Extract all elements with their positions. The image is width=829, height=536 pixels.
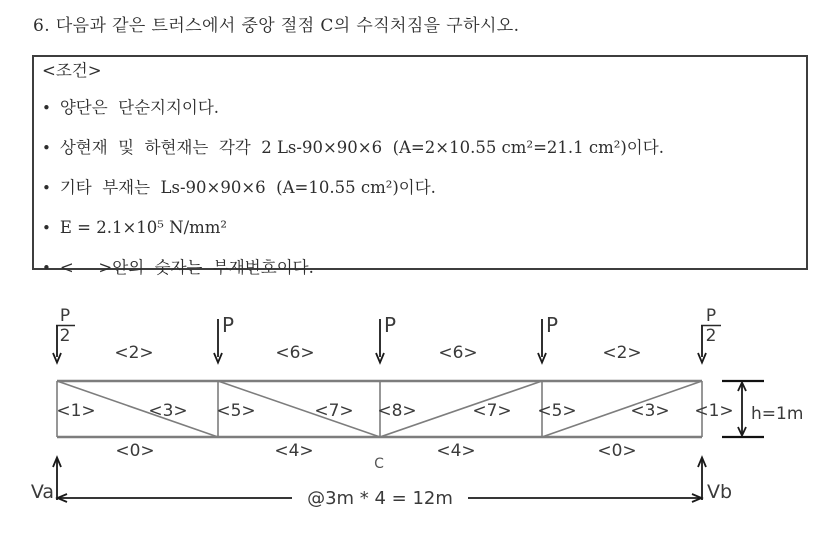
load-denominator: 2 [59,326,71,346]
load-numerator: P [705,306,717,326]
load-label: P [222,313,235,337]
member-label-web-1: <1> [56,401,96,421]
condition-text: 상현재 및 하현재는 각각 2 Ls-90×90×6 (A=2×10.55 cm²=21.1 cm²)이다. [59,138,664,157]
member-label-web-8: <3> [630,401,670,421]
condition-item [42,258,796,278]
span-dimension [57,488,702,509]
bullet-icon: • [42,179,51,197]
member-label-bottom-1: <0> [115,441,155,461]
member-labels [56,343,733,472]
member-label-bottom-3: <4> [436,441,476,461]
truss-diagram [0,286,829,536]
member-label-top-4: <2> [602,343,642,363]
member-label-web-5: <8> [377,401,417,421]
member-label-web-3: <5> [216,401,256,421]
load-p-2 [376,313,396,363]
member-label-web-2: <3> [148,401,188,421]
conditions-heading: <조건> [42,61,102,80]
condition-item [42,218,796,238]
member-label-web-7: <5> [537,401,577,421]
member-label-top-3: <6> [438,343,478,363]
load-numerator: P [59,306,71,326]
reaction-label-right: Vb [707,481,733,503]
load-p-3 [538,313,558,363]
height-dimension-label: h=1m [751,404,804,424]
member-label-top-2: <6> [275,343,315,363]
member-label-bottom-4: <0> [597,441,637,461]
load-half-p-right [698,306,721,363]
condition-text: < >안의 숫자는 부재번호이다. [59,258,314,277]
load-p-1 [214,313,234,363]
center-node-label: C [374,456,384,472]
load-denominator: 2 [705,326,717,346]
load-label: P [546,313,559,337]
condition-item [42,178,796,198]
load-label: P [384,313,397,337]
conditions-box [32,55,808,277]
member-label-web-9: <1> [694,401,734,421]
condition-item [42,98,796,118]
member-label-web-6: <7> [472,401,512,421]
condition-text: 양단은 단순지지이다. [59,98,220,117]
member-label-web-4: <7> [314,401,354,421]
problem-title: 6. 다음과 같은 트러스에서 중앙 절점 C의 수직처짐을 구하시오. [33,16,520,36]
condition-item [42,138,796,158]
condition-text: E = 2.1×10⁵ N/mm² [59,218,228,237]
span-dimension-label: @3m * 4 = 12m [307,488,453,509]
condition-text: 기타 부재는 Ls-90×90×6 (A=10.55 cm²)이다. [59,178,436,197]
bullet-icon: • [42,139,51,157]
bullet-icon: • [42,219,51,237]
bullet-icon: • [42,99,51,117]
member-label-bottom-2: <4> [274,441,314,461]
height-dimension [722,381,803,437]
reaction-label-left: Va [30,481,54,503]
bullet-icon: • [42,259,51,277]
load-half-p-left [53,306,75,363]
member-label-top-1: <2> [114,343,154,363]
